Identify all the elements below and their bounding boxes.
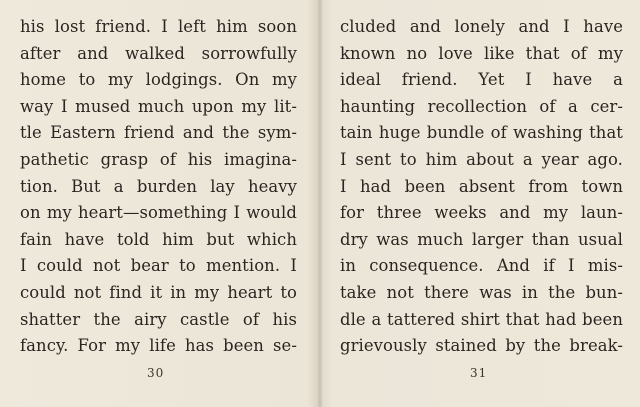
text-line: pathetic grasp of his imagina- — [20, 149, 297, 169]
text-line: his lost friend. I left him soon — [20, 17, 297, 36]
text-line: dry was much larger than usual — [340, 229, 623, 249]
text-line: after and walked sorrowfully — [20, 43, 297, 63]
text-line: I had been absent from town — [340, 176, 623, 196]
text-line: in consequence. And if I mis- — [340, 256, 623, 276]
text-line: fain have told him but which — [20, 229, 297, 249]
text-line: way I mused much upon my lit- — [20, 96, 297, 116]
text-line: tle Eastern friend and the sym- — [20, 123, 297, 143]
text-line: on my heart—something I would — [20, 203, 297, 223]
text-line: I could not bear to mention. I — [20, 256, 297, 276]
text-line: for three weeks and my laun- — [340, 203, 623, 223]
text-line: cluded and lonely and I have — [340, 17, 623, 36]
text-line: haunting recollection of a cer- — [340, 96, 623, 116]
text-line: could not find it in my heart to — [20, 282, 297, 302]
text-line: fancy. For my life has been se- — [20, 336, 297, 356]
right-page — [320, 0, 640, 407]
page-number: 31 — [470, 366, 488, 380]
right-page-text — [340, 14, 623, 360]
text-line: tain huge bundle of washing that — [340, 123, 623, 143]
text-line: ideal friend. Yet I have a — [340, 70, 623, 90]
text-line: home to my lodgings. On my — [20, 70, 297, 90]
text-line: grievously stained by the break- — [340, 336, 623, 356]
text-line: take not there was in the bun- — [340, 282, 623, 302]
text-line: known no love like that of my — [340, 43, 623, 63]
text-line: I sent to him about a year ago. — [340, 149, 623, 169]
text-line: dle a tattered shirt that had been — [340, 309, 623, 329]
page-number: 30 — [147, 366, 165, 380]
text-line: shatter the airy castle of his — [20, 309, 297, 329]
left-page-text — [20, 14, 297, 360]
text-line: tion. But a burden lay heavy — [20, 176, 297, 196]
